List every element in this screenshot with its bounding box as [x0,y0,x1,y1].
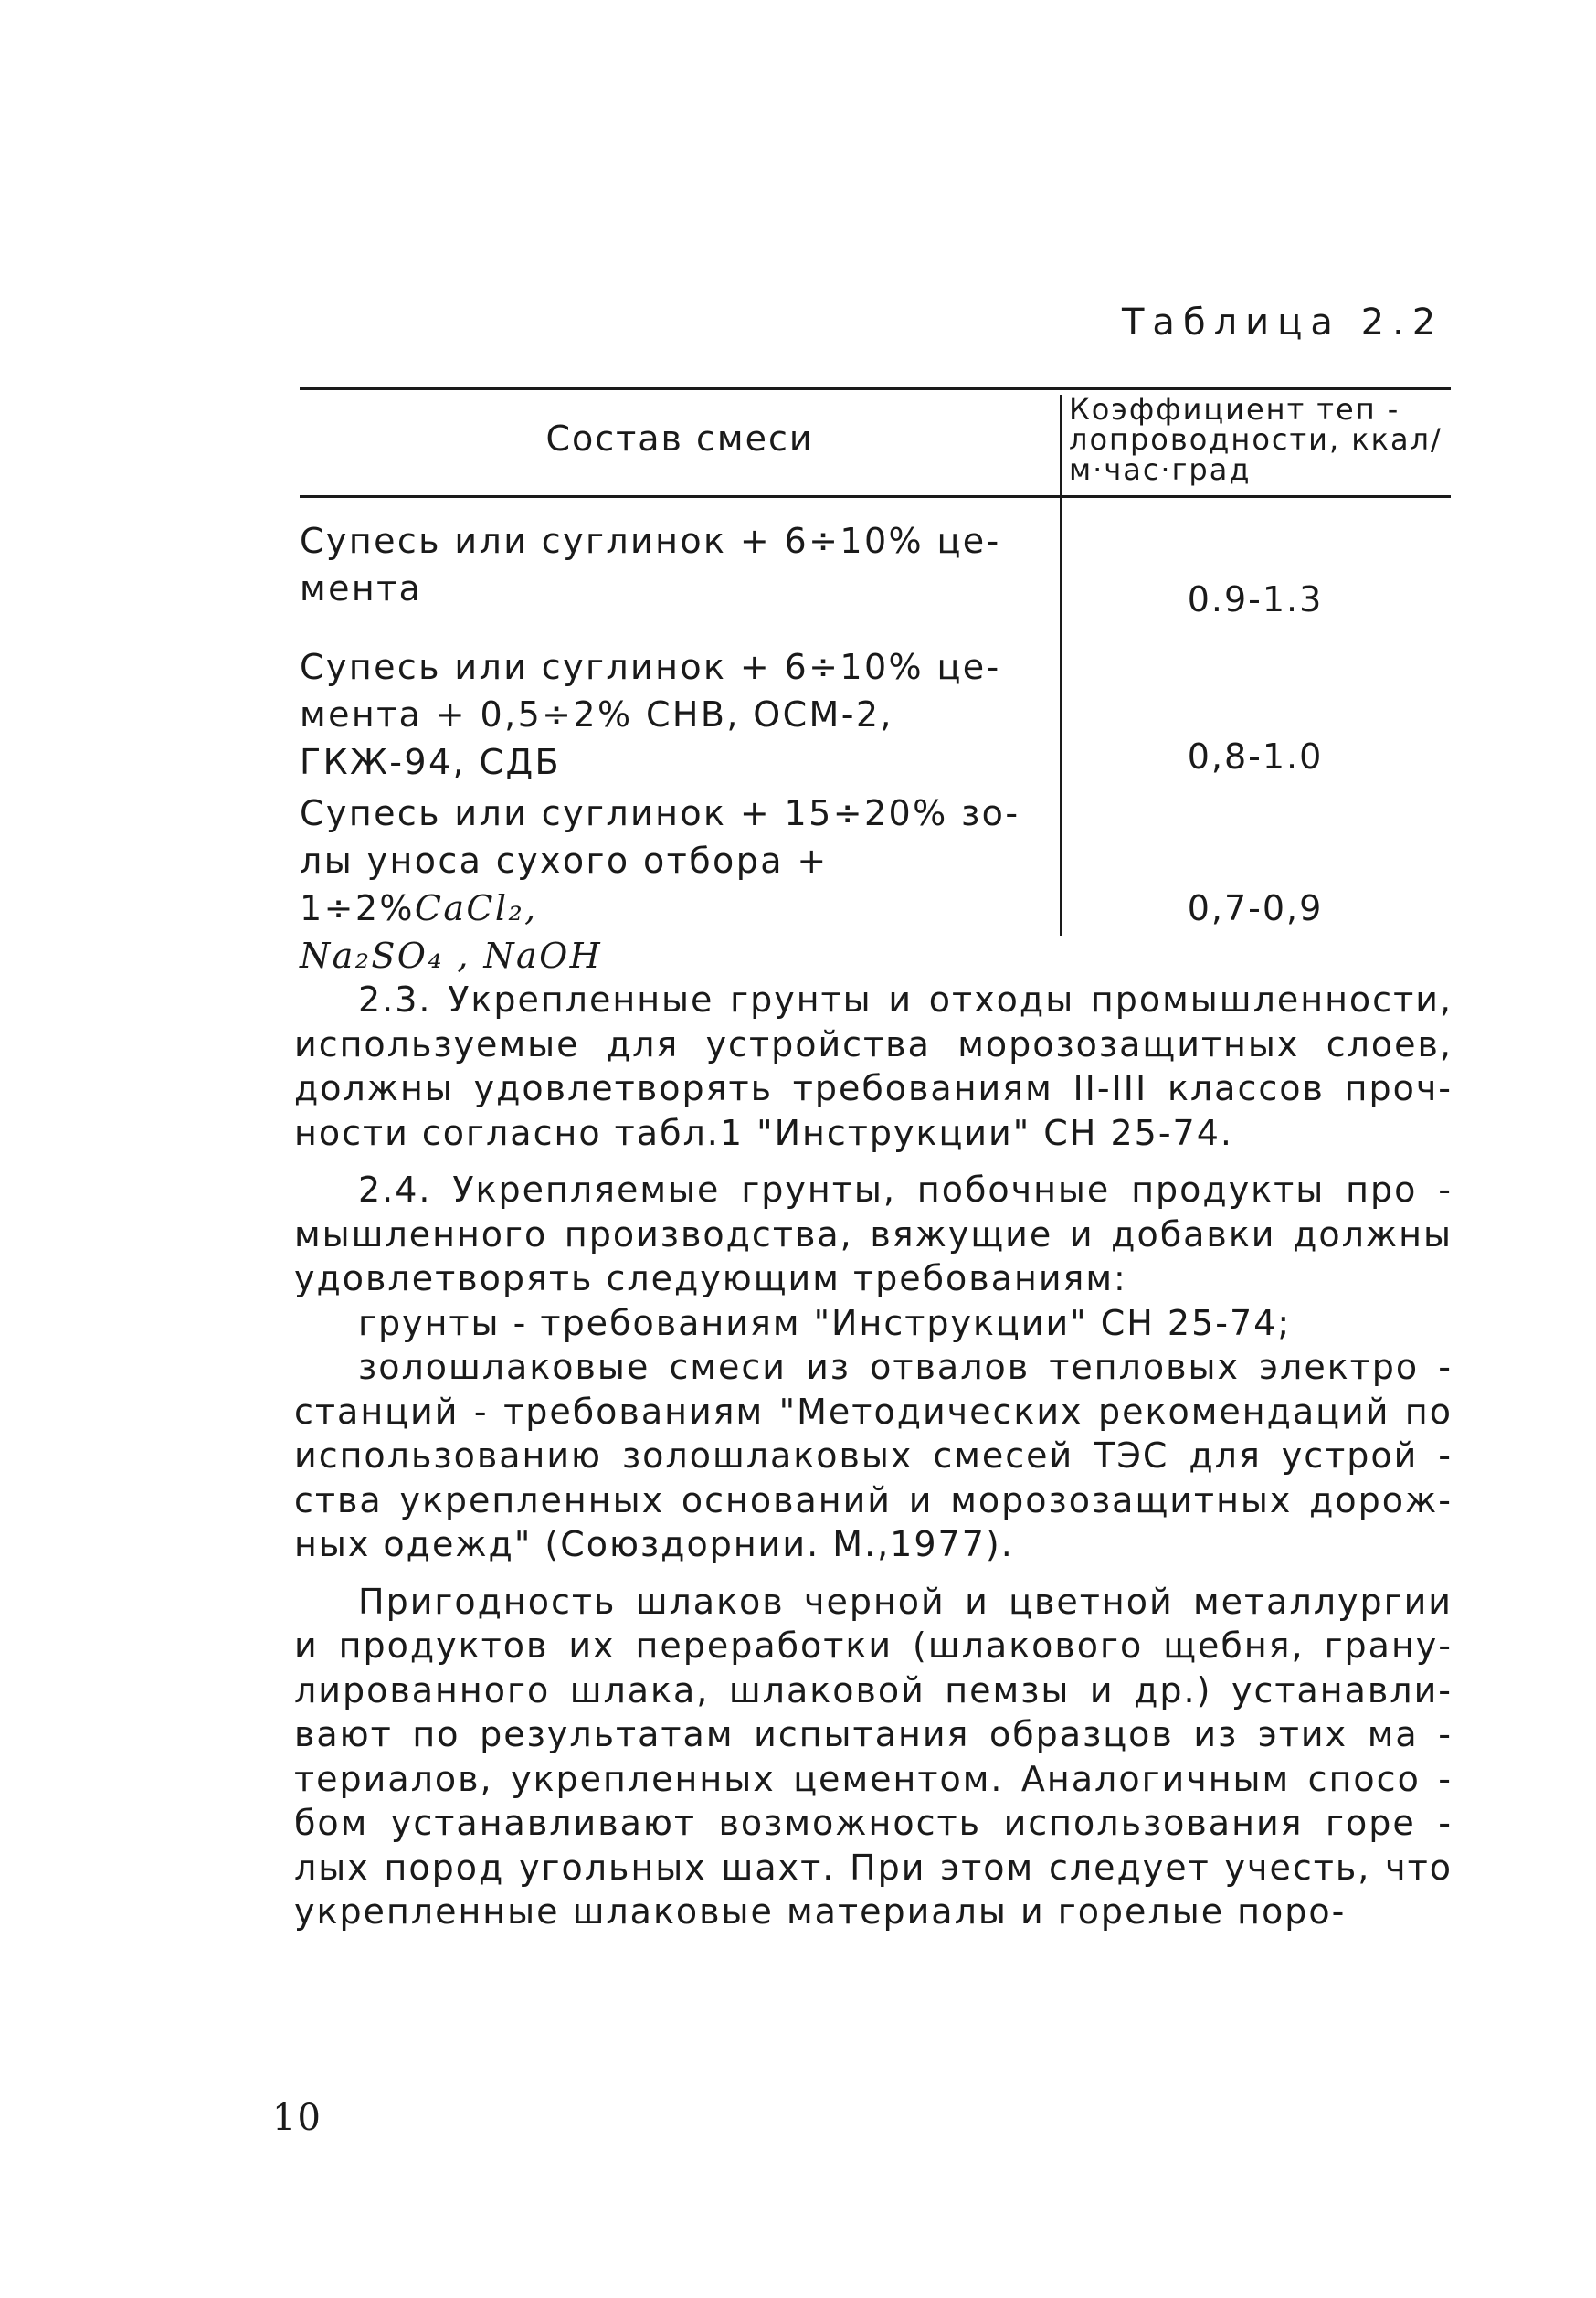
body-text [294,978,1453,1934]
table-top-rule [300,387,1451,390]
table-row-2-value: 0,8-1.0 [1187,736,1324,777]
table-row-3-text: Супесь или суглинок + 15÷20% зо- лы уноса сухого отбора + 1÷2% [300,793,1020,928]
table-row-1-composition: Супесь или суглинок + 6÷10% це- мента [300,521,1001,609]
table-caption: Таблица 2.2 [1122,302,1444,344]
paragraph-2-4: 2.4. Укрепляемые грунты, побочные продукты про - мышленного производства, вяжущие и добавки должны удовлетворять следующим требованиям: [294,1170,1453,1298]
table-row-3-composition [300,789,1049,980]
table-header-rule [300,495,1451,498]
col-header-composition: Состав смеси [545,418,814,459]
table-column-divider [1060,395,1062,936]
col-header-coefficient: Коэффициент теп - лопроводности, ккал/м·час·град [1069,392,1443,487]
table-row-3-value: 0,7-0,9 [1187,888,1324,928]
table-row-1-value: 0.9-1.3 [1187,579,1324,620]
paragraph-2-3: 2.3. Укрепленные грунты и отходы промышленности, используемые для устройства морозозащитных слоев, должны удовлетворять требованиям II-III классов проч- ности согласно табл.1 "Инструкции" СН 25-74. [294,980,1453,1153]
formula-na2so4-naoh: Na₂SO₄ , NaOH [300,936,603,976]
paragraph-slags: Пригодность шлаков черной и цветной металлургии и продуктов их переработки (шлакового щебня, грану- лированного шлака, шлаковой пемзы и др.) устанавли- вают по результатам испытания образцов из этих ма - териалов, укрепленных цементом. Аналогичным спосо - бом устанавливают возможность использования горе - лых пород угольных шахт. При этом следует учесть, что укрепленные шлаковые материалы и горелые поро- [294,1581,1453,1932]
paragraph-soils: грунты - требованиям "Инструкции" СН 25-74; [358,1302,1292,1343]
formula-cacl2: CaCl₂, [414,888,538,928]
data-table [300,387,1451,976]
paragraph-ash-slag: золошлаковые смеси из отвалов тепловых электро - станций - требованиям "Методических рекомендаций по использованию золошлаковых смесей ТЭС для устрой - ства укрепленных оснований и морозозащитных дорож- ных одежд" (Союздорнии. М.,1977). [294,1347,1453,1564]
table-row-2-composition: Супесь или суглинок + 6÷10% це- мента + 0,5÷2% СНВ, ОСМ-2, ГКЖ-94, СДБ [300,647,1001,782]
page-number: 10 [272,2097,322,2139]
